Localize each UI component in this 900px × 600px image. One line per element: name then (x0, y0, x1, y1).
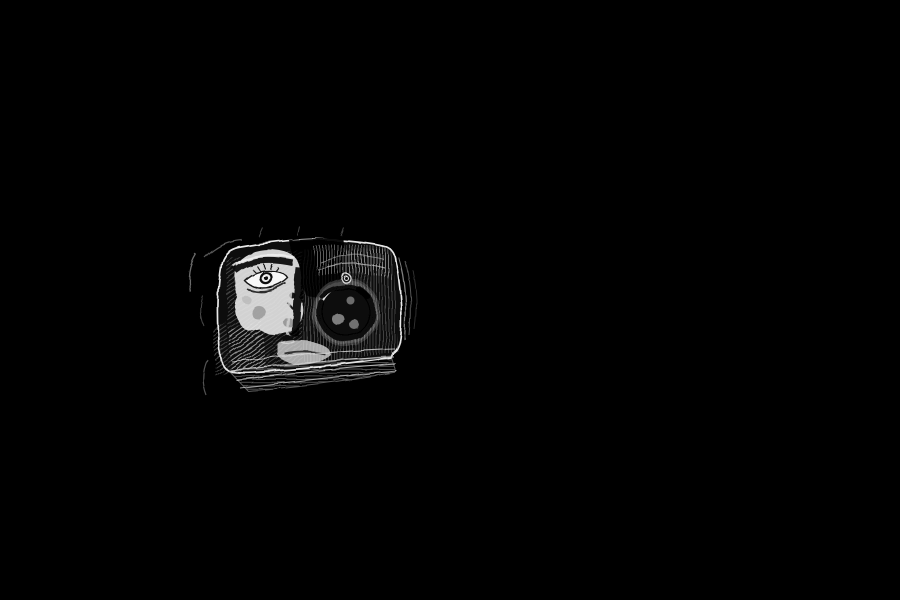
clock-inner-blob (346, 296, 354, 304)
left-arc (201, 296, 204, 326)
clock-inner-blob (349, 319, 359, 329)
top-tick (259, 226, 344, 237)
mini-eye-pupil (344, 276, 348, 280)
lyric-line (565, 112, 869, 123)
cheek-gray-patch (243, 296, 251, 304)
clock-inner-blob (332, 313, 344, 325)
cheek-gray-patch (252, 306, 266, 320)
lyrics-panel (565, 112, 869, 123)
left-arc (189, 254, 196, 292)
face-box-art (189, 226, 417, 396)
left-arc (204, 360, 208, 396)
nose-shadow (295, 268, 300, 336)
eye-glint (263, 275, 265, 277)
right-flap-line (413, 270, 417, 330)
right-flap-line (406, 262, 411, 336)
